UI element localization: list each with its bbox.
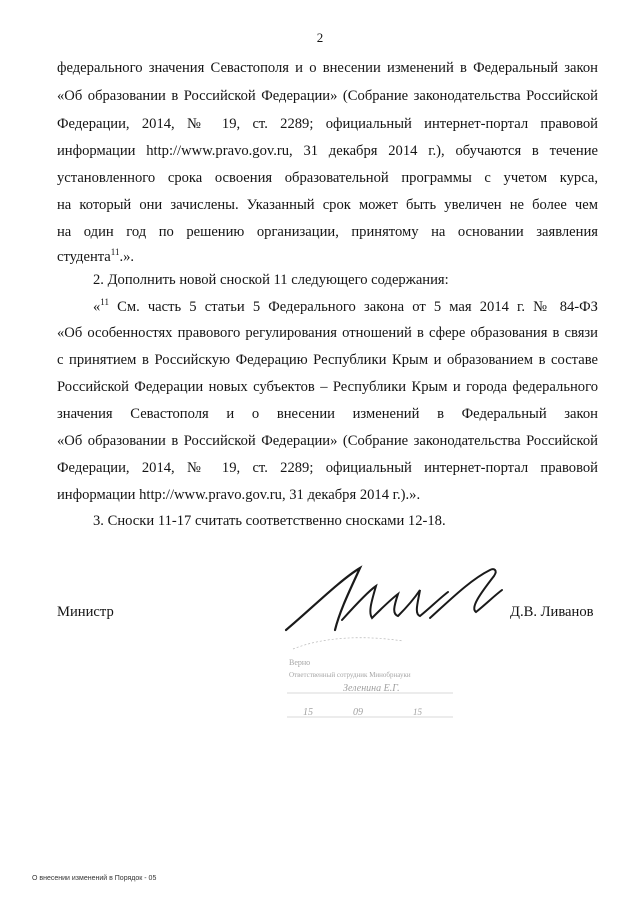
stamp-year: 15 xyxy=(413,707,422,717)
footnote-line-2: «Об особенностях правового регулирования отношений в сфере образования в связи xyxy=(57,325,598,341)
certification-stamp xyxy=(283,635,483,725)
footnote-line-7: Федерации, 2014, № 19, ст. 2289; официальный интернет-портал правовой xyxy=(57,460,598,476)
footnote-ref-11: 11 xyxy=(110,247,120,258)
stamp-line-2: Ответственный сотрудник Минобрнауки xyxy=(289,671,411,679)
footer-text: О внесении изменений в Порядок - 05 xyxy=(32,875,157,882)
item-3: 3. Сноски 11-17 считать соответственно сносками 12-18. xyxy=(93,513,446,529)
stamp-line-1: Верно xyxy=(289,658,311,667)
footnote-first-line xyxy=(93,299,598,316)
footnote-line-5: значения Севастополя и о внесении изменений в Федеральный закон xyxy=(57,406,598,422)
body-line-4: информации http://www.pravo.gov.ru, 31 декабря 2014 г.), обучаются в течение xyxy=(57,143,598,159)
minister-name: Д.В. Ливанов xyxy=(510,604,594,620)
footnote-line-8: информации http://www.pravo.gov.ru, 31 декабря 2014 г.).». xyxy=(57,487,421,503)
item-2: 2. Дополнить новой сноской 11 следующего содержания: xyxy=(93,272,449,288)
footnote-first-text: См. часть 5 статьи 5 Федерального закона от 5 мая 2014 г. № 84-ФЗ xyxy=(108,299,598,315)
body-line-6: на который они зачислены. Указанный срок может быть увеличен не более чем xyxy=(57,197,598,213)
footnote-number: 11 xyxy=(100,297,109,308)
body-line-3: Федерации, 2014, № 19, ст. 2289; официальный интернет-портал правовой xyxy=(57,116,598,132)
body-line-7: на один год по решению организации, принятому на основании заявления xyxy=(57,224,598,240)
footnote-line-3: с принятием в Российскую Федерацию Республики Крым и образованием в составе xyxy=(57,352,598,368)
studenta-text: студента xyxy=(57,249,111,265)
body-line-2: «Об образовании в Российской Федерации» (Собрание законодательства Российской xyxy=(57,88,598,104)
body-line-5: установленного срока освоения образовательной программы с учетом курса, xyxy=(57,170,598,186)
stamp-day: 15 xyxy=(303,707,313,718)
footnote-line-4: Российской Федерации новых субъектов – Республики Крым и города федерального xyxy=(57,379,598,395)
body-line-1: федерального значения Севастополя и о внесении изменений в Федеральный закон xyxy=(57,60,598,76)
stamp-month: 09 xyxy=(353,707,363,718)
studenta-end: .». xyxy=(119,249,135,265)
body-line-8 xyxy=(57,249,134,266)
minister-title: Министр xyxy=(57,604,114,620)
footnote-line-6: «Об образовании в Российской Федерации» (Собрание законодательства Российской xyxy=(57,433,598,449)
footnote-open-quote: « xyxy=(93,299,101,315)
stamp-line-3: Зеленина Е.Г. xyxy=(343,683,400,694)
handwritten-signature xyxy=(280,560,510,640)
page-number: 2 xyxy=(316,30,324,45)
